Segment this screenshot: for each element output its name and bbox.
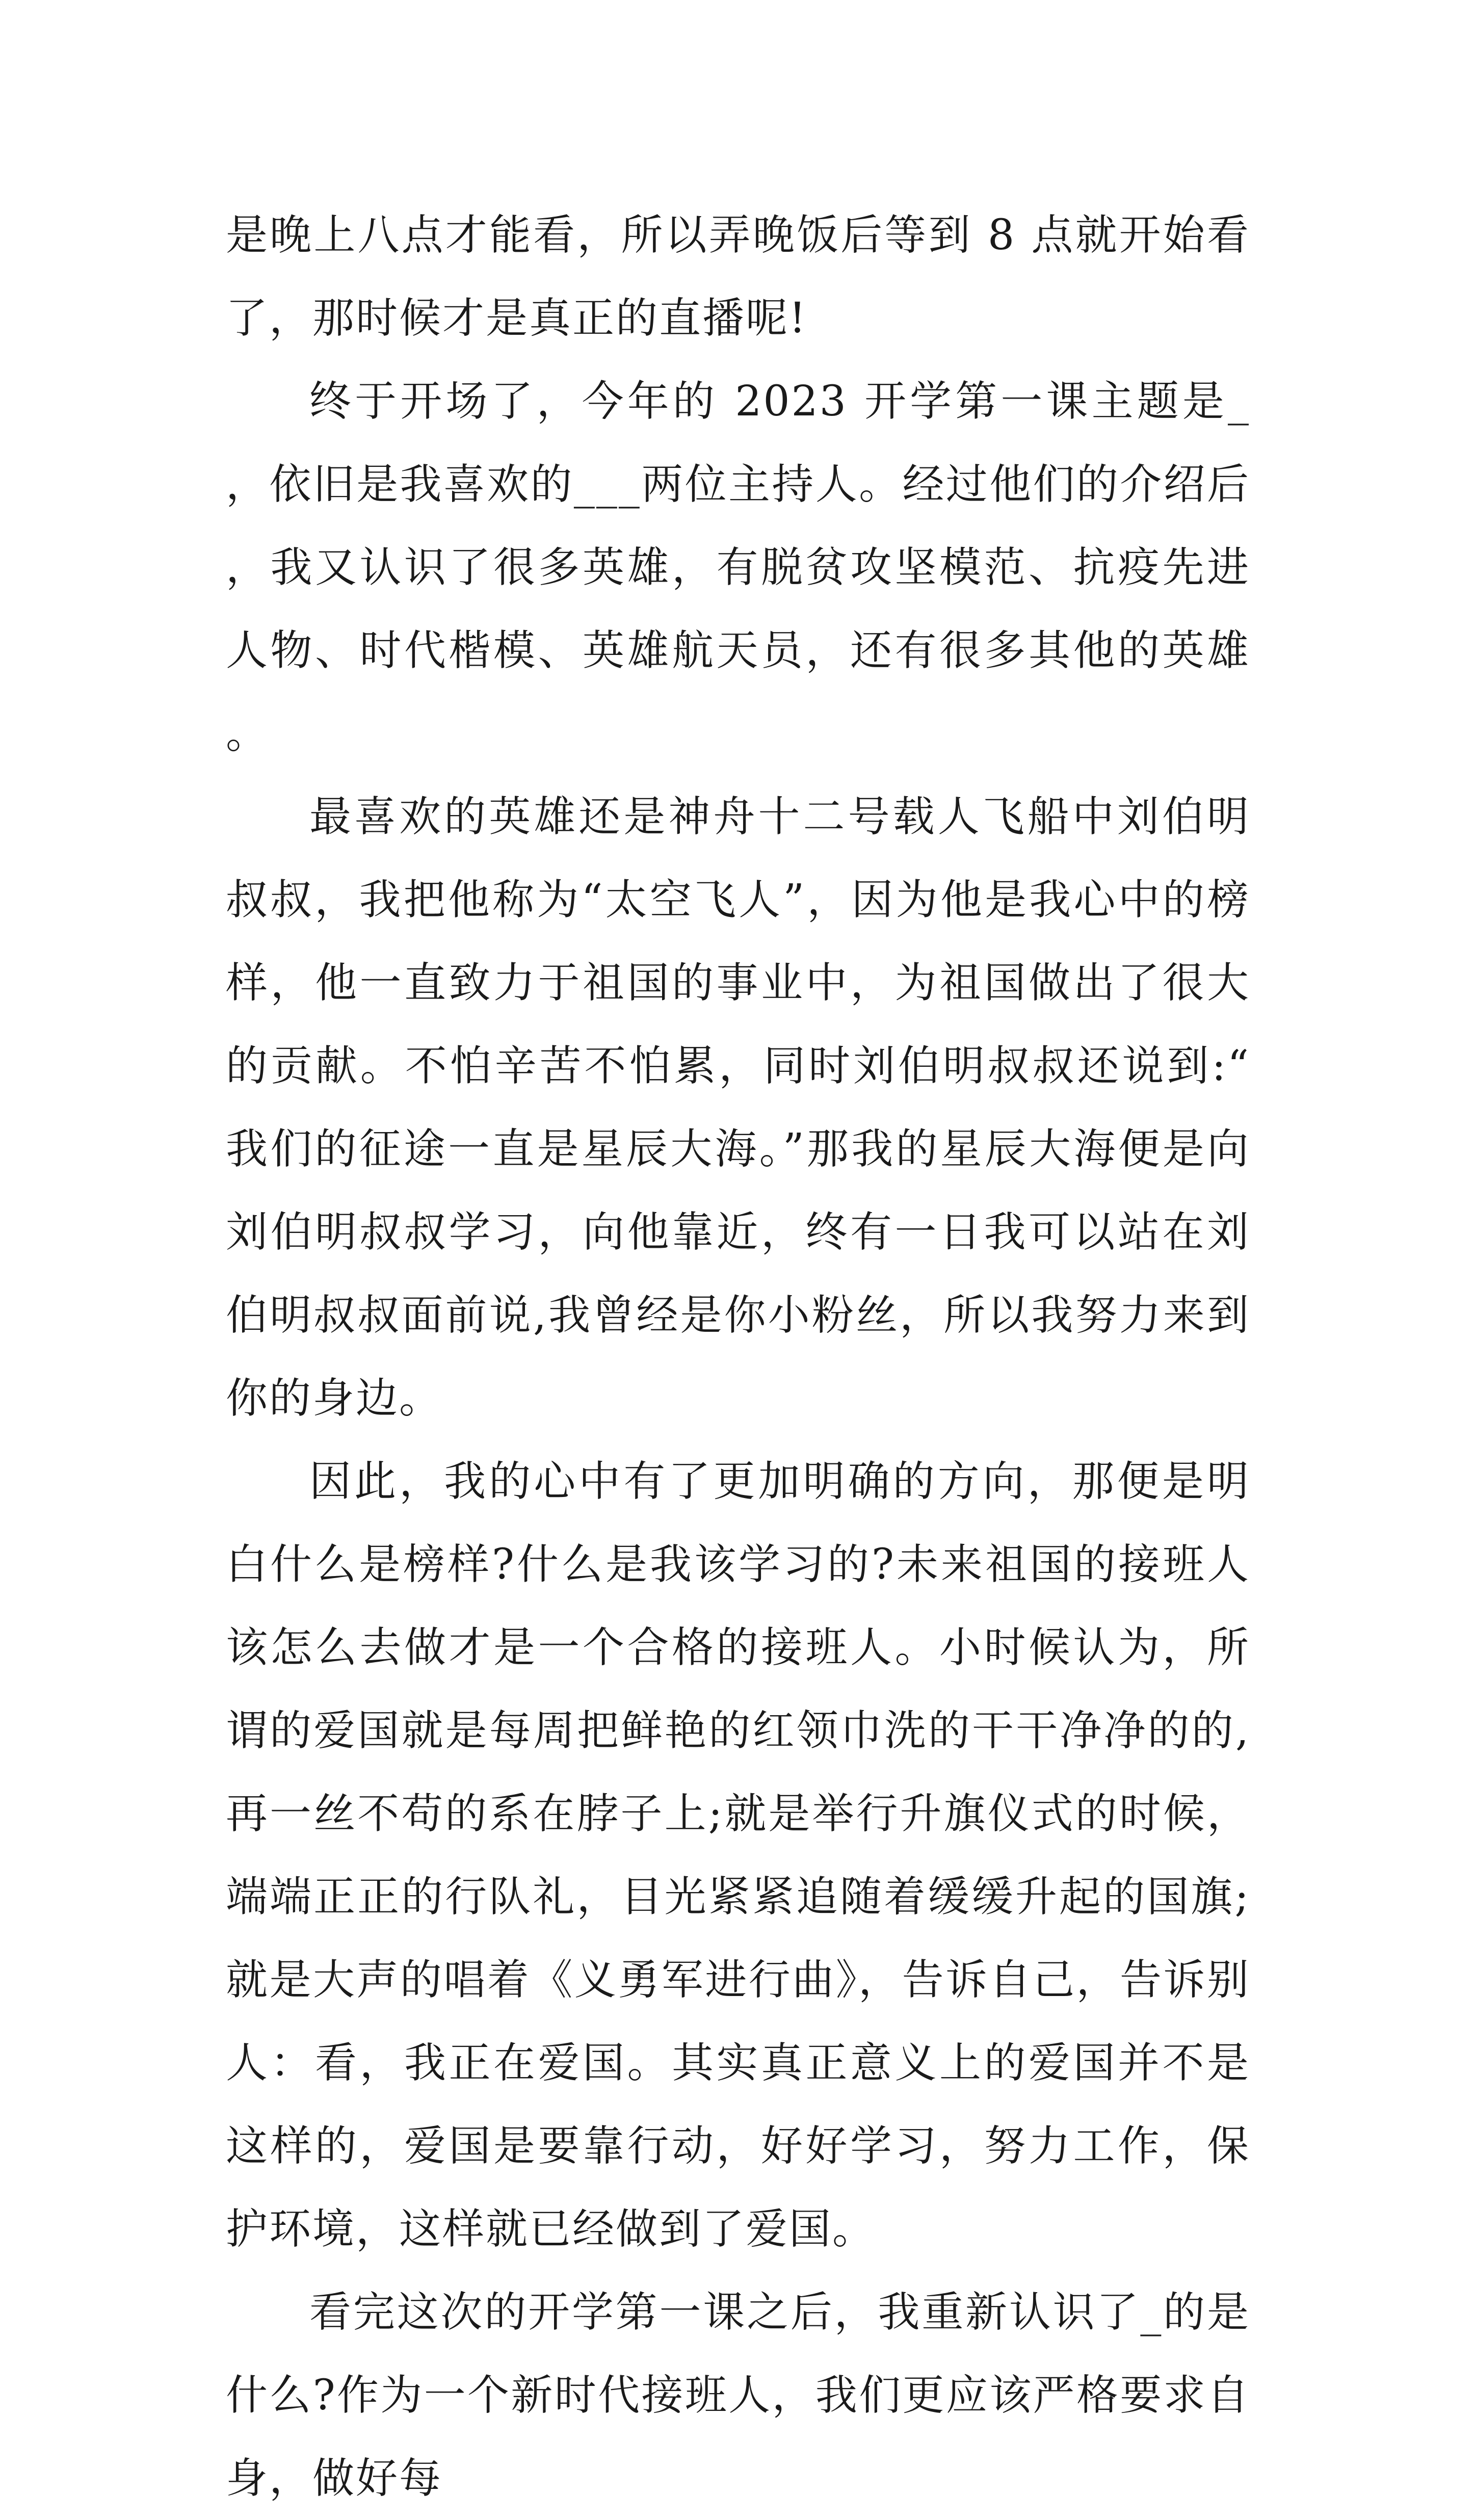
paragraph-patriotism: 因此，我的心中有了更加明确的方向，那便是明白什么是榜样?什么是我该学习的?未来祖国的接班人该怎么去做才是一个合格的接班人。小时候认为，所谓的爱国就是每周把鲜艳的红领巾洗的干干净净的的,再一丝不苟的系在脖子上;就是举行升旗仪式的时候，端端正正的行队礼，目光紧紧追随着缓缓升起的国旗;就是大声的唱着《义勇军进行曲》，告诉自己，告诉别人：看，我正在爱国。其实真正意义上的爱国并不是这样的，爱国是要靠行动，好好学习，努力工作，保护环境，这样就已经做到了爱国。	[226, 1457, 1250, 2253]
paragraph-opening-ceremony: 终于开场了，今年的 2023 开学第一课主题是_，依旧是我喜欢的___两位主持人。经过他们的介绍后，我又认识了很多英雄，有脱贫攻坚模范、抗疫先进人物、时代楷模、英雄航天员，还有很多其他的英雄。	[226, 377, 1250, 758]
paragraph-conclusion: 看完这次的开学第一课之后，我重新认识了_的是什么?作为一个新时代接班人，我们更应该严格要求自身，做好每	[226, 2288, 1250, 2503]
document-body	[226, 194, 1250, 2520]
paragraph-continuation: 是晚上八点才能看，所以弄晚饭后等到 8 点就开始看了，那时候才是真正的直播呢!	[226, 211, 1250, 343]
paragraph-favorite-hero: 最喜欢的英雄还是神舟十二号载人飞船中刘伯明叔叔，我把他称为“太空飞人”，因为他是我心中的榜样，他一直致力于祖国的事业中，为祖国做出了很大的贡献。不怕辛苦不怕累，同时刘伯明叔叔还说到:“我们的征途一直是星辰大海。”那我的星辰大海便是向刘伯明叔叔学习，向他靠近，终有一日我可以站在刘伯明叔叔面前说,我曾经是你小粉丝，所以我努力来到你的身边。	[226, 793, 1250, 1423]
